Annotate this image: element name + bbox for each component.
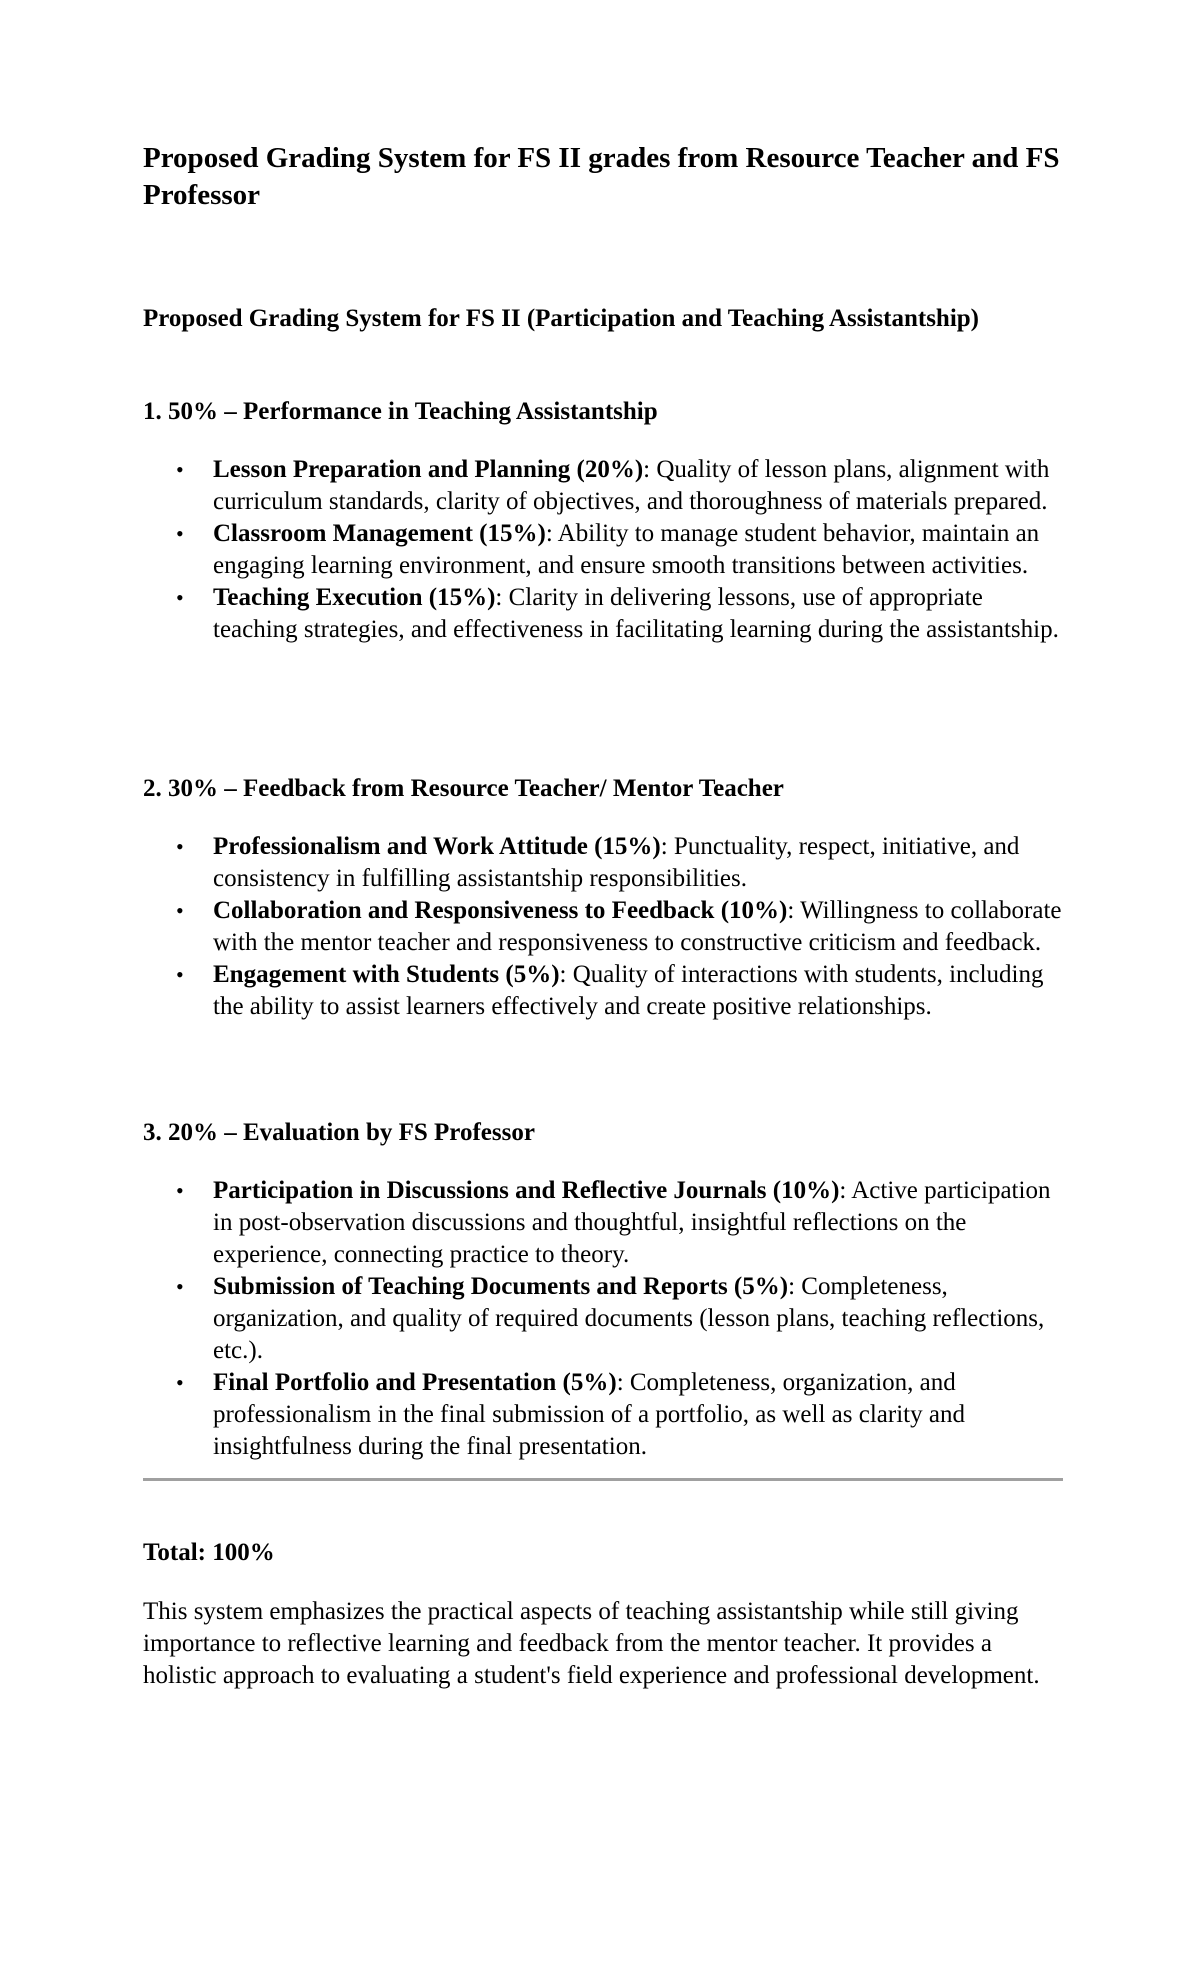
list-item: [143, 582, 1063, 646]
section-heading-evaluation: 3. 20% – Evaluation by FS Professor: [143, 1119, 535, 1146]
item-label: Participation in Discussions and Reflective Journals (10%): [213, 1177, 840, 1204]
item-text: : Clarity in delivering lessons, use of appropriate teaching strategies, and effectiveness in facilitating learning during the assistantship.: [213, 584, 1059, 643]
section-list-performance: [143, 454, 1063, 646]
total-label: Total: 100%: [143, 1539, 275, 1566]
list-item: [143, 831, 1063, 895]
bullet-icon: •: [176, 834, 184, 859]
item-label: Collaboration and Responsiveness to Feedback (10%): [213, 897, 788, 924]
item-label: Lesson Preparation and Planning (20%): [213, 456, 644, 483]
bullet-icon: •: [176, 521, 184, 546]
section-list-feedback: [143, 831, 1063, 1023]
section-heading-feedback: 2. 30% – Feedback from Resource Teacher/ Mentor Teacher: [143, 775, 784, 802]
closing-paragraph: This system emphasizes the practical aspects of teaching assistantship while still giving importance to reflective learning and feedback from the mentor teacher. It provides a holistic approach to evaluating a student's field experience and professional development.: [143, 1598, 1040, 1689]
document-title: Proposed Grading System for FS II grades from Resource Teacher and FS Professor: [143, 142, 1060, 211]
item-label: Submission of Teaching Documents and Reports (5%): [213, 1273, 789, 1300]
section-list-evaluation: [143, 1175, 1063, 1463]
item-label: Engagement with Students (5%): [213, 961, 560, 988]
item-text: : Punctuality, respect, initiative, and consistency in fulfilling assistantship responsibilities.: [213, 833, 1020, 892]
item-label: Classroom Management (15%): [213, 520, 546, 547]
horizontal-divider: [143, 1478, 1063, 1481]
item-text: : Completeness, organization, and quality of required documents (lesson plans, teaching reflections, etc.).: [213, 1273, 1045, 1364]
bullet-icon: •: [176, 1370, 184, 1395]
list-item: [143, 518, 1063, 582]
list-item: [143, 454, 1063, 518]
item-text: : Ability to manage student behavior, maintain an engaging learning environment, and ensure smooth transitions between activities.: [213, 520, 1040, 579]
document-subtitle: Proposed Grading System for FS II (Participation and Teaching Assistantship): [143, 305, 980, 332]
item-label: Professionalism and Work Attitude (15%): [213, 833, 661, 860]
item-text: : Completeness, organization, and professionalism in the final submission of a portfolio, as well as clarity and insightfulness during the final presentation.: [213, 1369, 965, 1460]
item-label: Teaching Execution (15%): [213, 584, 496, 611]
item-text: : Active participation in post-observation discussions and thoughtful, insightful reflections on the experience, connecting practice to theory.: [213, 1177, 1051, 1268]
bullet-icon: •: [176, 1274, 184, 1299]
bullet-icon: •: [176, 962, 184, 987]
item-text: : Willingness to collaborate with the mentor teacher and responsiveness to constructive criticism and feedback.: [213, 897, 1062, 956]
item-label: Final Portfolio and Presentation (5%): [213, 1369, 617, 1396]
list-item: [143, 959, 1063, 1023]
bullet-icon: •: [176, 898, 184, 923]
list-item: [143, 895, 1063, 959]
item-text: : Quality of lesson plans, alignment with curriculum standards, clarity of objectives, and thoroughness of materials prepared.: [213, 456, 1050, 515]
bullet-icon: •: [176, 457, 184, 482]
bullet-icon: •: [176, 1178, 184, 1203]
item-text: : Quality of interactions with students, including the ability to assist learners effectively and create positive relationships.: [213, 961, 1044, 1020]
list-item: [143, 1271, 1063, 1367]
section-heading-performance: 1. 50% – Performance in Teaching Assistantship: [143, 398, 658, 425]
list-item: [143, 1367, 1063, 1463]
bullet-icon: •: [176, 585, 184, 610]
list-item: [143, 1175, 1063, 1271]
